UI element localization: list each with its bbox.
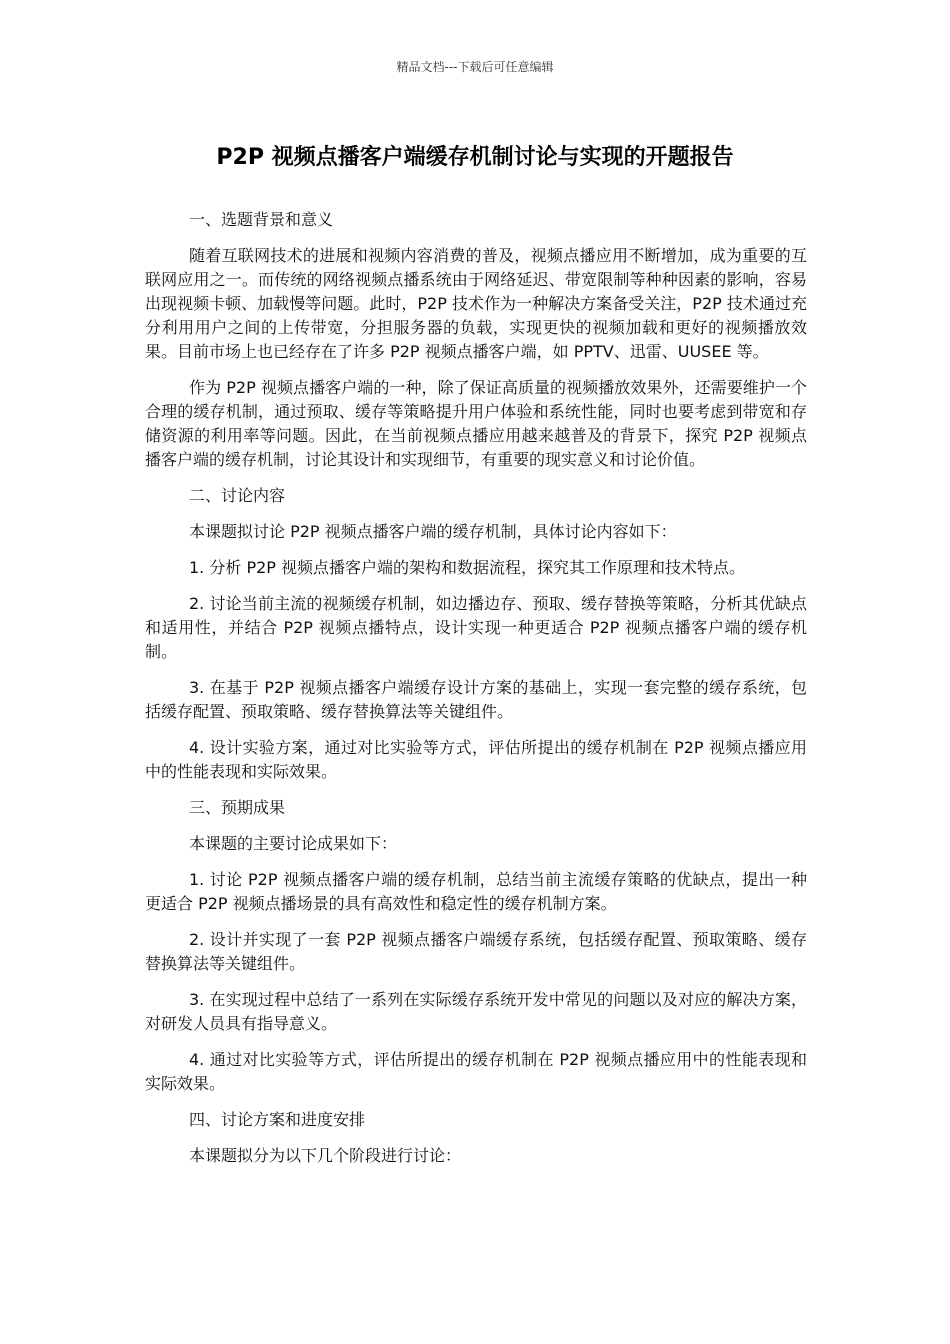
paragraph: 随着互联网技术的进展和视频内容消费的普及，视频点播应用不断增加，成为重要的互联网应用之一。而传统的网络视频点播系统由于网络延迟、带宽限制等种种因素的影响，容易出现视频卡顿、加载慢等问题。此时，P2P 技术作为一种解决方案备受关注，P2P 技术通过充分利用用户之间的上传带宽，分担服务器的负载，实现更快的视频加载和更好的视频播放效果。目前市场上也已经存在了许多 P2P 视频点播客户端，如 PPTV、迅雷、UUSEE 等。 bbox=[145, 246, 807, 361]
paragraph: 本课题的主要讨论成果如下： bbox=[189, 834, 398, 853]
list-item: 4. 通过对比实验等方式，评估所提出的缓存机制在 P2P 视频点播应用中的性能表现和实际效果。 bbox=[145, 1050, 807, 1093]
document-body bbox=[145, 208, 807, 1180]
list-item: 3. 在实现过程中总结了一系列在实际缓存系统开发中常见的问题以及对应的解决方案，对研发人员具有指导意义。 bbox=[145, 990, 807, 1033]
section-heading-content: 二、讨论内容 bbox=[189, 486, 286, 505]
paragraph: 本课题拟讨论 P2P 视频点播客户端的缓存机制，具体讨论内容如下： bbox=[189, 522, 677, 541]
section-heading-background: 一、选题背景和意义 bbox=[189, 210, 334, 229]
document-title: P2P 视频点播客户端缓存机制讨论与实现的开题报告 bbox=[216, 145, 734, 170]
section-heading-outcomes: 三、预期成果 bbox=[189, 798, 286, 817]
section-heading-plan: 四、讨论方案和进度安排 bbox=[189, 1110, 366, 1129]
list-item: 1. 分析 P2P 视频点播客户端的架构和数据流程，探究其工作原理和技术特点。 bbox=[189, 558, 746, 577]
list-item: 2. 设计并实现了一套 P2P 视频点播客户端缓存系统，包括缓存配置、预取策略、缓存替换算法等关键组件。 bbox=[145, 930, 807, 973]
paragraph: 作为 P2P 视频点播客户端的一种，除了保证高质量的视频播放效果外，还需要维护一个合理的缓存机制，通过预取、缓存等策略提升用户体验和系统性能，同时也要考虑到带宽和存储资源的利用率等问题。因此，在当前视频点播应用越来越普及的背景下，探究 P2P 视频点播客户端的缓存机制，讨论其设计和实现细节，有重要的现实意义和讨论价值。 bbox=[145, 378, 807, 469]
list-item: 1. 讨论 P2P 视频点播客户端的缓存机制，总结当前主流缓存策略的优缺点，提出一种更适合 P2P 视频点播场景的具有高效性和稳定性的缓存机制方案。 bbox=[145, 870, 807, 913]
list-item: 2. 讨论当前主流的视频缓存机制，如边播边存、预取、缓存替换等策略，分析其优缺点和适用性，并结合 P2P 视频点播特点，设计实现一种更适合 P2P 视频点播客户端的缓存机制。 bbox=[145, 594, 807, 661]
paragraph: 本课题拟分为以下几个阶段进行讨论： bbox=[189, 1146, 462, 1165]
header-note: 精品文档---下载后可任意编辑 bbox=[396, 60, 554, 74]
list-item: 3. 在基于 P2P 视频点播客户端缓存设计方案的基础上，实现一套完整的缓存系统，包括缓存配置、预取策略、缓存替换算法等关键组件。 bbox=[145, 678, 807, 721]
list-item: 4. 设计实验方案，通过对比实验等方式，评估所提出的缓存机制在 P2P 视频点播应用中的性能表现和实际效果。 bbox=[145, 738, 807, 781]
